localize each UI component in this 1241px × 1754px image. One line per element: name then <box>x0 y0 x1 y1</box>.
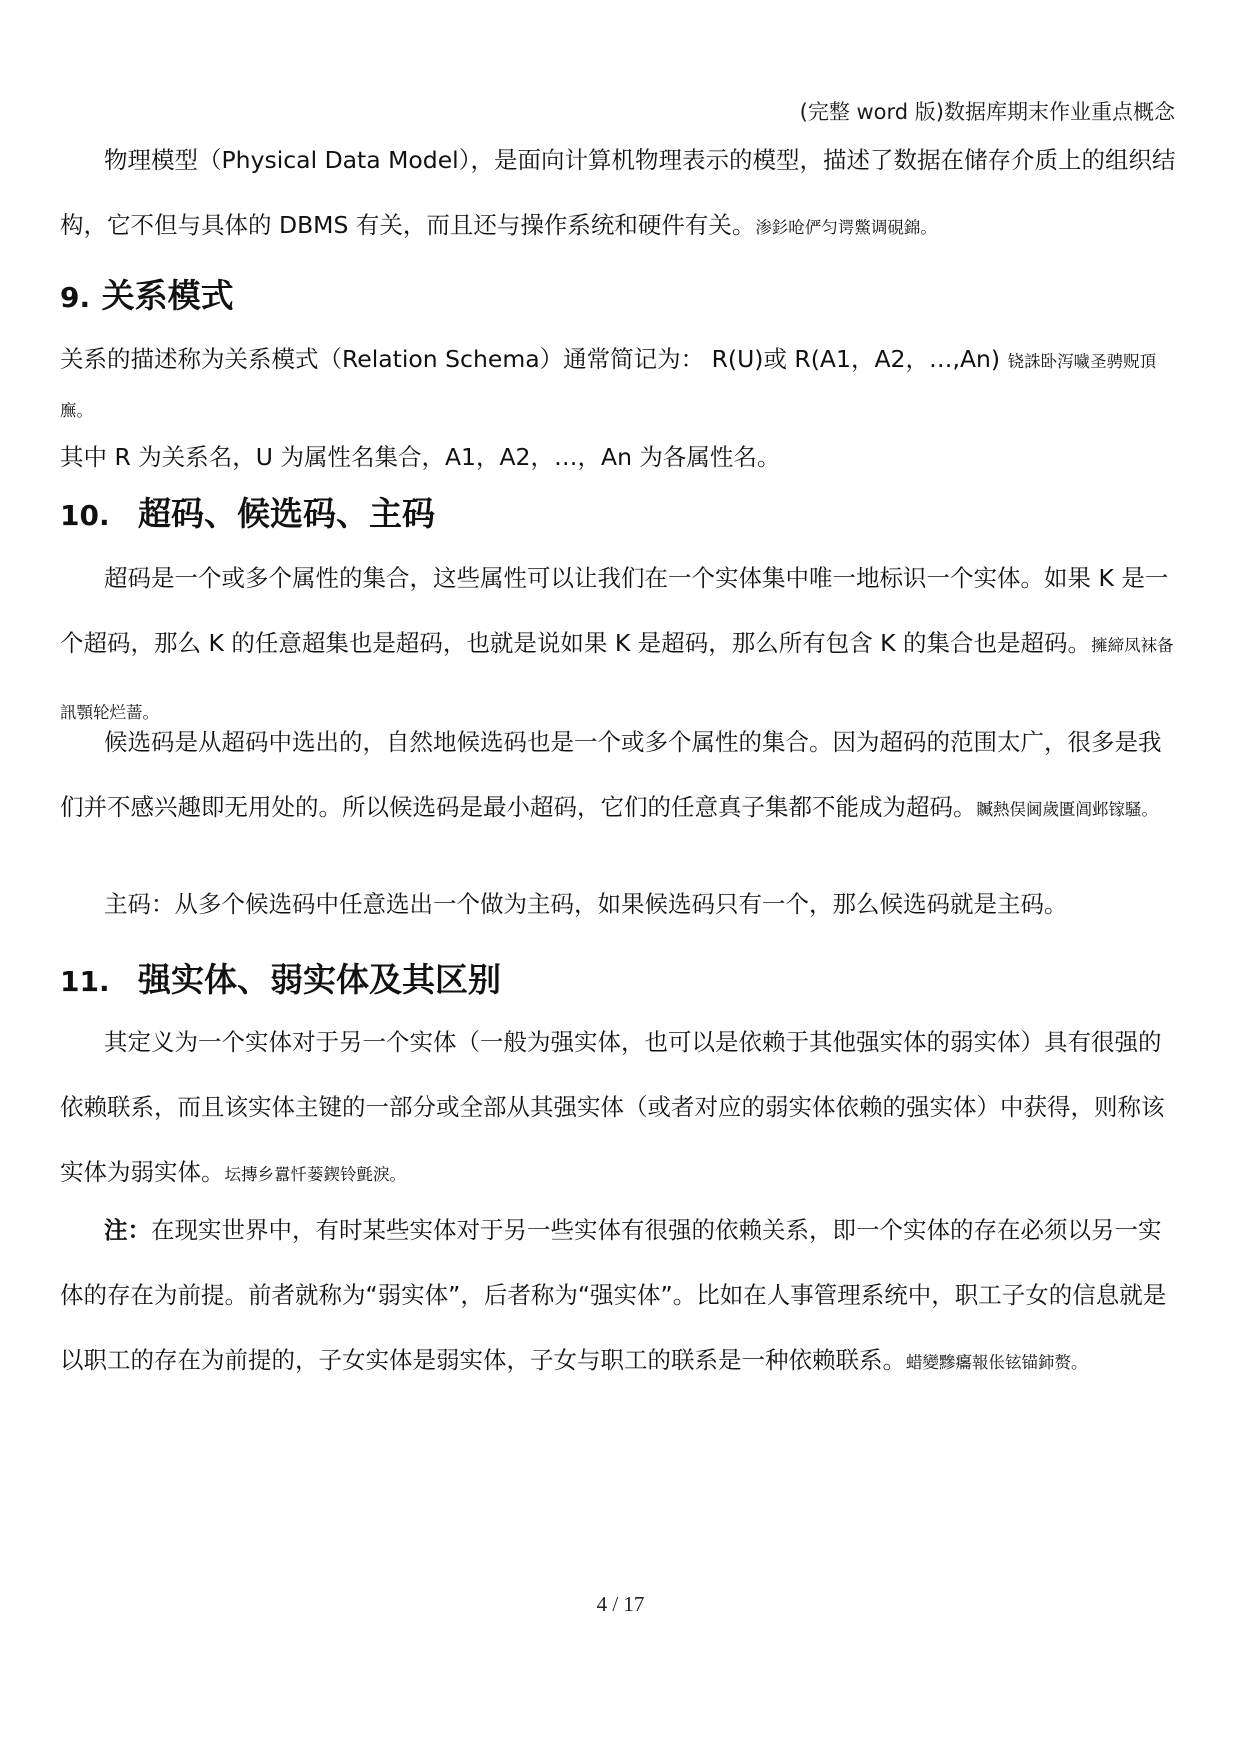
section-10-primary <box>60 872 1180 937</box>
section-10-candidate <box>60 710 1180 842</box>
paragraph-text: 在现实世界中，有时某些实体对于另一些实体有很强的依赖关系，即一个实体的存在必须以另一实体的存在为前提。前者就称为“弱实体”，后者称为“强实体”。比如在人事管理系统中，职工子女的信息就是以职工的存在为前提的，子女实体是弱实体，子女与职工的联系是一种依赖联系。 <box>60 1216 1167 1374</box>
section-9-body <box>60 336 1180 480</box>
paragraph-text: 超码是一个或多个属性的集合，这些属性可以让我们在一个实体集中唯一地标识一个实体。如果 K 是一个超码，那么 K 的任意超集也是超码，也就是说如果 K 是超码，那么所有包含 K 的集合也是超码。 <box>60 564 1169 657</box>
noise-text: 渗釤呛俨匀谔鱉调硯錦。 <box>755 218 937 237</box>
paragraph-text: 关系的描述称为关系模式（Relation Schema）通常简记为： R(U)或 R(A1，A2，…,An) <box>60 345 1001 373</box>
section-11-body <box>60 1010 1180 1207</box>
noise-text: 坛摶乡囂忏蒌鍥铃氈淚。 <box>224 1165 406 1184</box>
section-number: 9. <box>60 281 91 314</box>
note-label: 注： <box>104 1216 151 1244</box>
noise-text: 擁締凤袜备訊顎轮烂蔷。 <box>60 636 1174 722</box>
section-10-heading <box>60 492 1180 538</box>
paragraph-text: 其中 R 为关系名，U 为属性名集合，A1，A2，…，An 为各属性名。 <box>60 443 781 471</box>
section-number: 10. <box>60 499 110 532</box>
section-title: 超码、候选码、主码 <box>138 494 435 533</box>
noise-text: 蜡變黲癟報伥铉锚鈰赘。 <box>906 1353 1088 1372</box>
paragraph-text: 候选码是从超码中选出的，自然地候选码也是一个或多个属性的集合。因为超码的范围太广，很多是我们并不感兴趣即无用处的。所以候选码是最小超码，它们的任意真子集都不能成为超码。 <box>60 728 1162 821</box>
section-11-heading <box>60 958 1180 1004</box>
paragraph-text: 主码：从多个候选码中任意选出一个做为主码，如果候选码只有一个，那么候选码就是主码。 <box>104 890 1068 918</box>
paragraph-text: 物理模型（Physical Data Model），是面向计算机物理表示的模型，描述了数据在储存介质上的组织结构，它不但与具体的 DBMS 有关，而且还与操作系统和硬件有关。 <box>60 146 1176 239</box>
noise-text: 铙誅卧泻噦圣骋贶頂廡。 <box>60 352 1157 420</box>
section-number: 11. <box>60 965 110 998</box>
paragraph-text: 其定义为一个实体对于另一个实体（一般为强实体，也可以是依赖于其他强实体的弱实体）具有很强的依赖联系，而且该实体主键的一部分或全部从其强实体（或者对应的弱实体依赖的强实体）中获得，则称该实体为弱实体。 <box>60 1028 1165 1186</box>
section-title: 强实体、弱实体及其区别 <box>138 960 501 999</box>
section-9-heading <box>60 274 1180 320</box>
physical-model-paragraph <box>60 128 1180 260</box>
noise-text: 贓熱俣阃歲匱阊邺镓騷。 <box>976 800 1158 819</box>
page-number: 4 / 17 <box>596 1592 645 1616</box>
section-title: 关系模式 <box>101 276 234 315</box>
page-header: (完整 word 版)数据库期末作业重点概念 <box>799 100 1175 124</box>
section-11-note <box>60 1198 1180 1395</box>
